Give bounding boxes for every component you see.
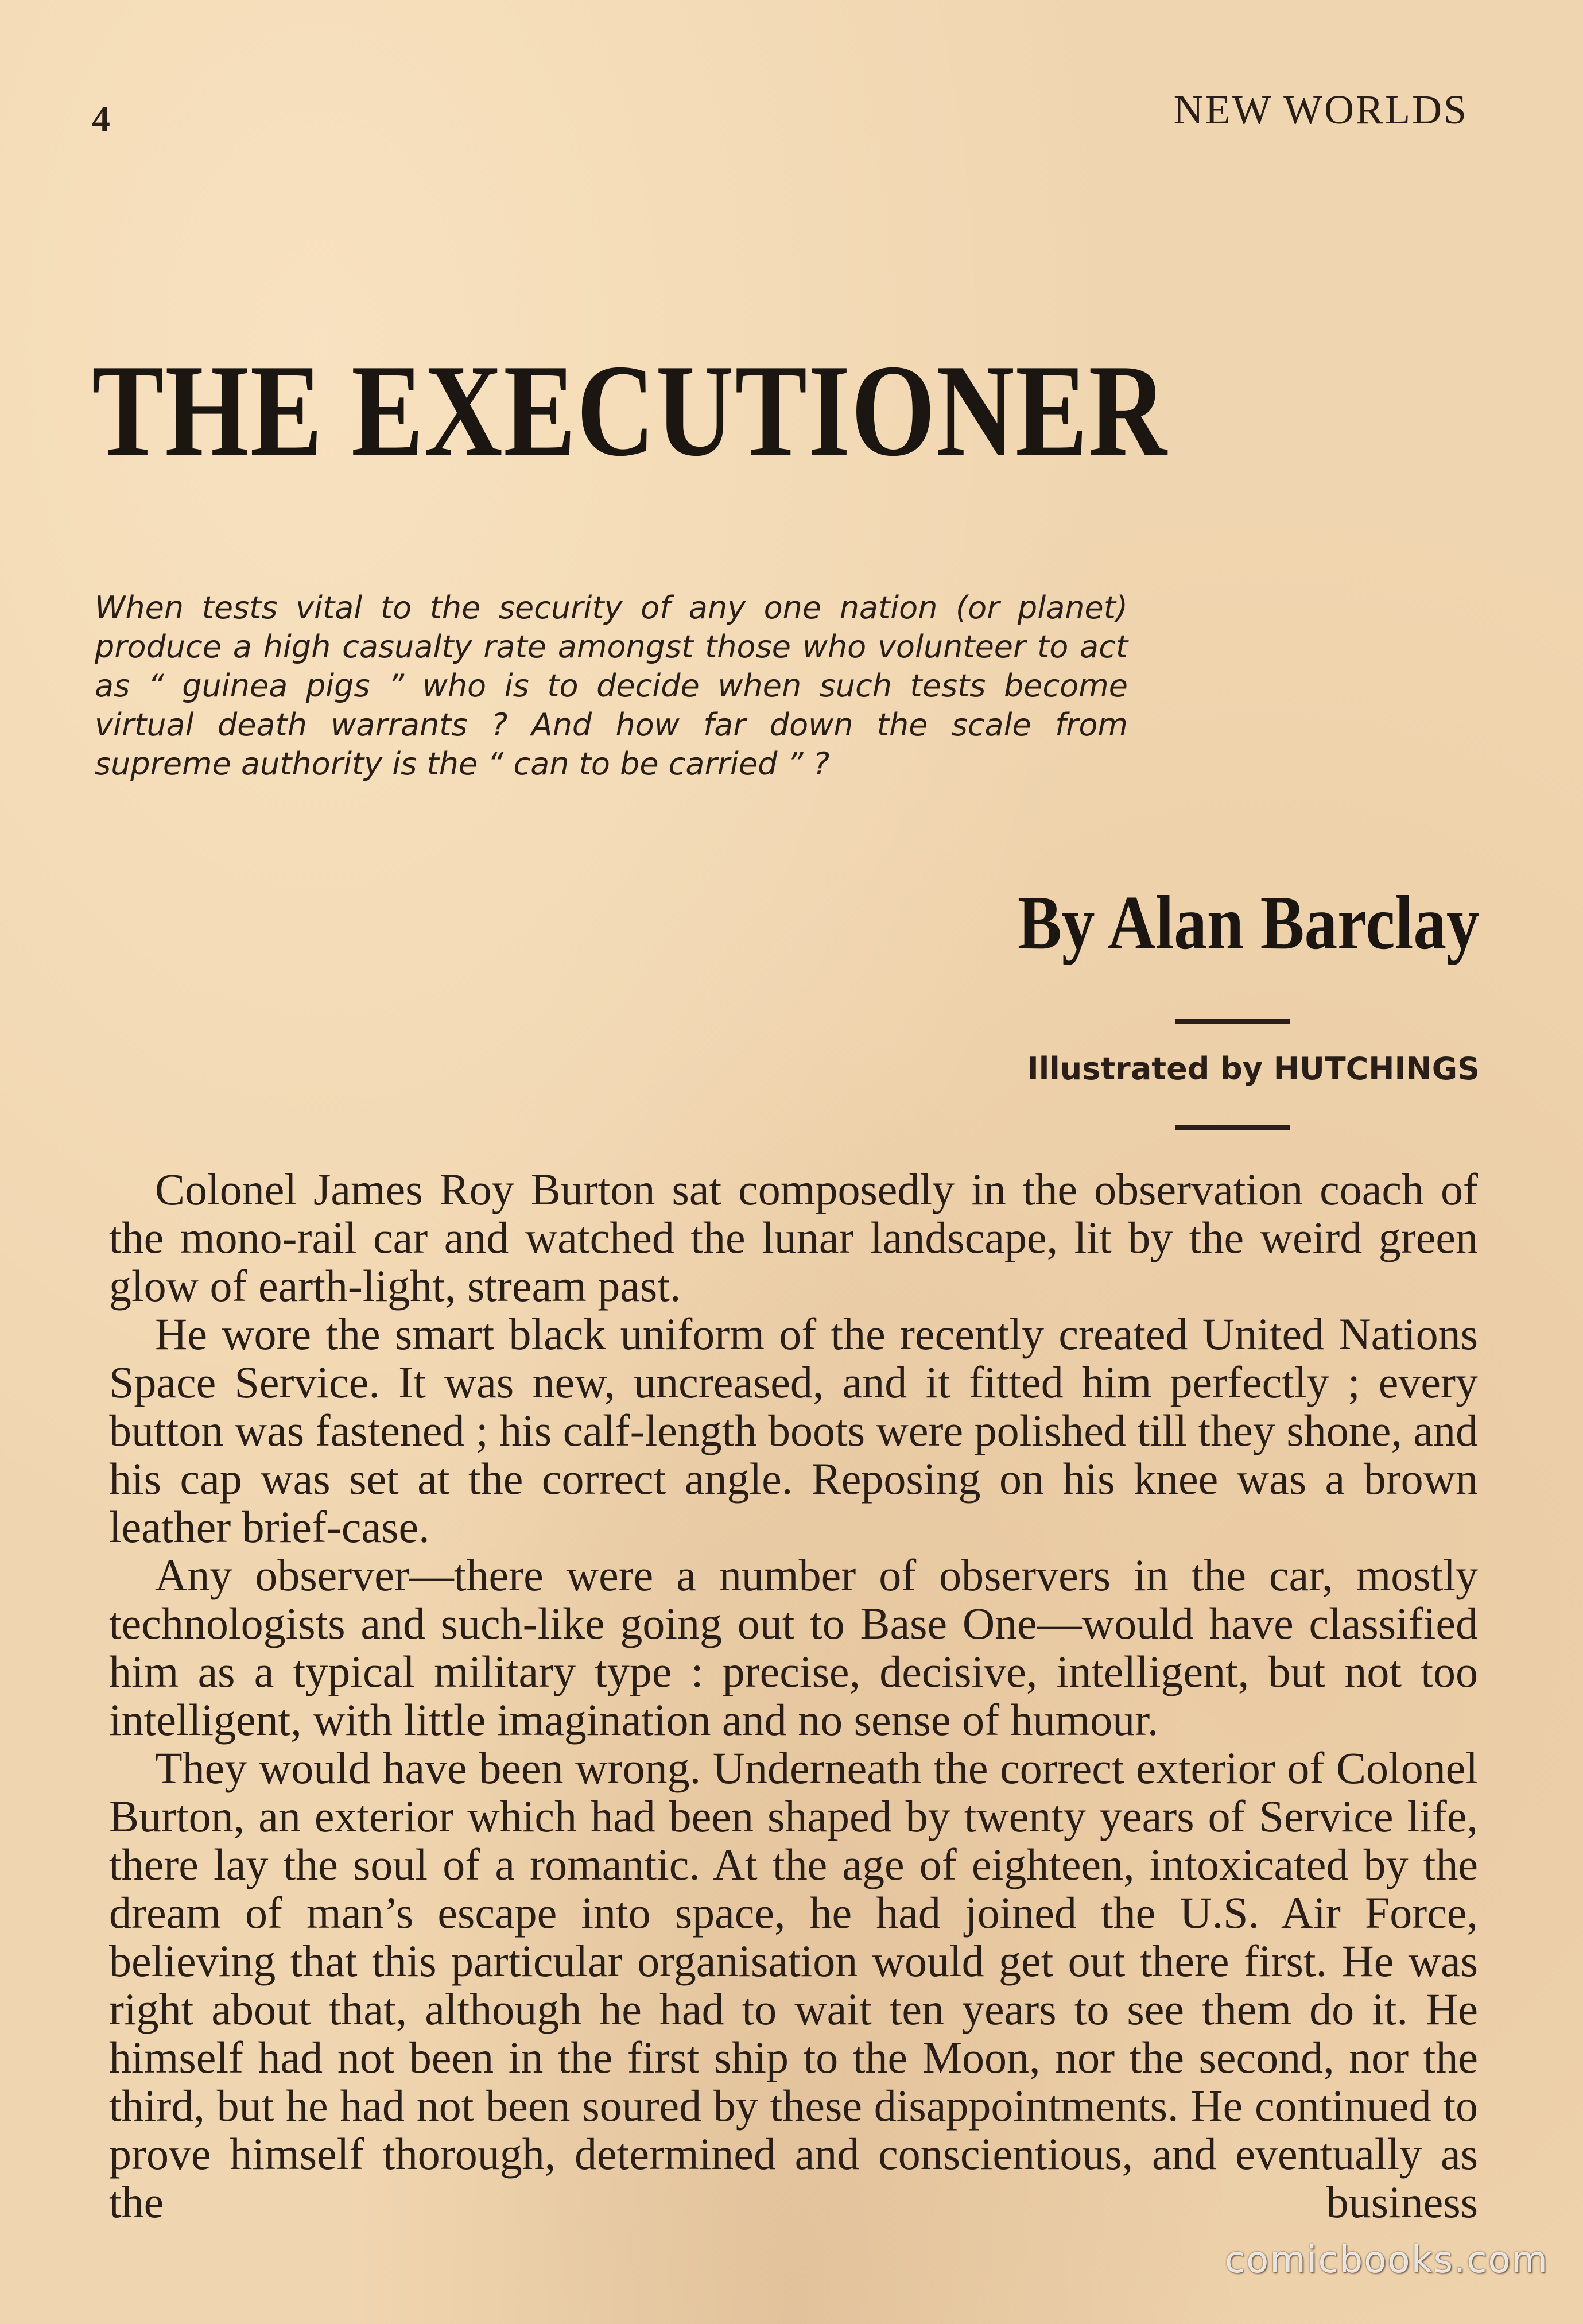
page-number: 4 bbox=[92, 98, 110, 139]
divider-rule-bottom bbox=[1175, 1125, 1290, 1130]
paragraph: He wore the smart black uniform of the recently created United Nations Space Service. It was new, uncreased, and it fitted him perfectly ; every button was fastened ; his calf-length boots were polished till they shone, and his cap was set at the correct angle. Reposing on his knee was a brown leather brief-case. bbox=[109, 1309, 1478, 1552]
paragraph: Any observer—there were a number of observers in the car, mostly technologists and such-like going out to Base One—would have classified him as a typical military type : precise, decisive, intelligent, but not too intelligent, with little imagination and no sense of humour. bbox=[109, 1550, 1478, 1745]
illustrator-credit: Illustrated by HUTCHINGS bbox=[1027, 1051, 1480, 1087]
watermark: comicbooks.com bbox=[1224, 2239, 1549, 2282]
paragraph: They would have been wrong. Underneath the correct exterior of Colonel Burton, an exterior which had been shaped by twenty years of Service life, there lay the soul of a romantic. At the age of eighteen, intoxicated by the dream of man’s escape into space, he had joined the U.S. Air Force, believing that this particular organisation would get out there first. He was right about that, although he had to wait ten years to see them do it. He himself had not been in the first ship to the Moon, nor the second, nor the third, but he had not been soured by these disappointments. He continued to prove himself thorough, determined and conscientious, and eventually as the business bbox=[109, 1743, 1478, 2227]
byline: By Alan Barclay bbox=[1018, 880, 1480, 965]
story-body bbox=[109, 1165, 1478, 2226]
story-blurb: When tests vital to the security of any one nation (or planet) produce a high casualty rate amongst those who volunteer to act as “ guinea pigs ” who is to decide when such tests become virtual death warrants ? And how far down the scale from supreme authority is the “ can to be carried ” ? bbox=[95, 590, 1128, 782]
running-head: NEW WORLDS bbox=[1173, 87, 1468, 133]
paragraph: Colonel James Roy Burton sat composedly in the observation coach of the mono-rail car and watched the lunar landscape, lit by the weird green glow of earth-light, stream past. bbox=[109, 1164, 1478, 1311]
story-title: THE EXECUTIONER bbox=[92, 337, 1168, 483]
divider-rule-top bbox=[1175, 1019, 1290, 1024]
